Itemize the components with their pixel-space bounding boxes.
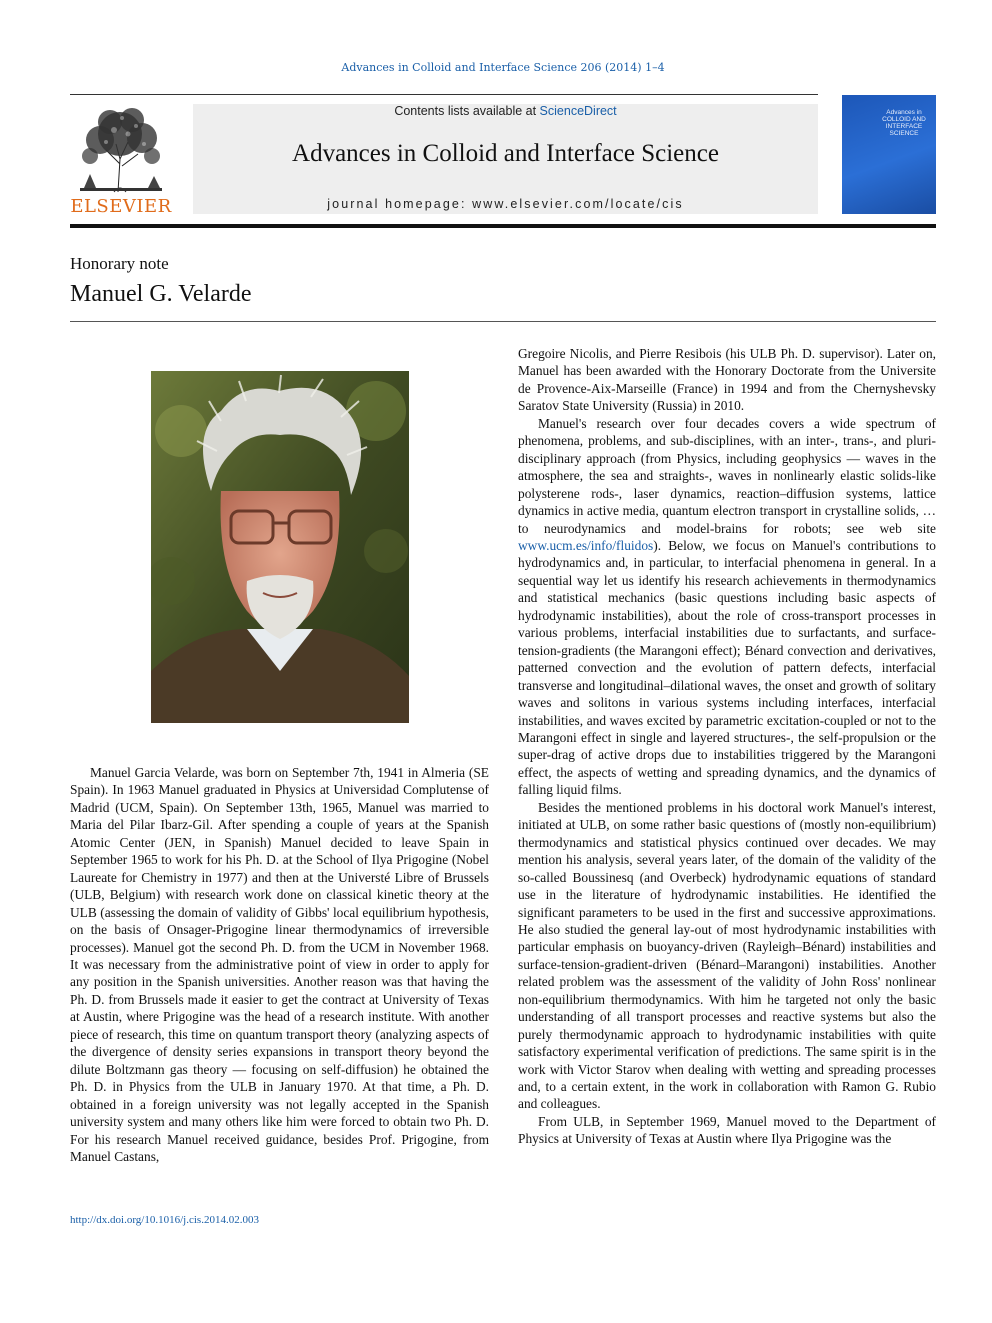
homepage-url[interactable]: www.elsevier.com/locate/cis bbox=[472, 197, 684, 211]
title-rule bbox=[70, 321, 936, 322]
paragraph-text: ). Below, we focus on Manuel's contributions to hydrodynamics and, in particular, to interfacial phenomena in general. In a sequential way let us identify his research achievements in thermodynamics and statistical mechanics (basic questions including basic aspects of hydrodynamic instabilities), about the role of cross-transport processes in various problems, interfacial instabilities due to surfactants, and surface-tension-gradients (the Marangoni effect); Bénard convection and derivatives, patterned convection and the evolution of pattern defects, interfacial transverse and longitudinal–dilational waves, the onset and growth of solitary waves and solitons in various systems including interfaces, interfacial instabilities, and waves excited by parametric excitation-coupled or not to the Marangoni effect in single and layered structures-, the self-propulsion or the super-drag of active drops due to instabilities triggered by the Marangoni effect, the aspects of wetting and spreading dynamics, and the dynamics of falling liquid films. bbox=[518, 537, 936, 798]
header-thick-rule bbox=[70, 224, 936, 228]
elsevier-wordmark: ELSEVIER bbox=[70, 196, 172, 217]
journal-homepage bbox=[193, 197, 818, 211]
fluidos-web-link[interactable]: www.ucm.es/info/fluidos bbox=[518, 537, 654, 553]
journal-citation[interactable]: Advances in Colloid and Interface Science 206 (2014) 1–4 bbox=[341, 61, 665, 74]
contents-line bbox=[193, 104, 818, 118]
journal-title: Advances in Colloid and Interface Science bbox=[292, 140, 719, 167]
journal-cover-thumbnail[interactable] bbox=[842, 95, 936, 214]
body-paragraph: From ULB, in September 1969, Manuel moved to the Department of Physics at University of Texas at Austin where Ilya Prigogine was the bbox=[518, 1113, 936, 1147]
body-column-left bbox=[70, 764, 489, 1165]
article-type: Honorary note bbox=[70, 254, 169, 273]
sciencedirect-link[interactable]: ScienceDirect bbox=[539, 104, 617, 118]
portrait-photo bbox=[151, 371, 409, 723]
doi-link[interactable]: http://dx.doi.org/10.1016/j.cis.2014.02.003 bbox=[70, 1214, 259, 1226]
body-paragraph: Gregoire Nicolis, and Pierre Resibois (his ULB Ph. D. supervisor). Later on, Manuel has been awarded with the Honorary Doctorate from the Universite de Provence-Aix-Marseille (France) in 1994 and from the Chernyshevsky Saratov State University (Russia) in 2010. bbox=[518, 346, 936, 414]
body-paragraph: Manuel Garcia Velarde, was born on September 7th, 1941 in Almeria (SE Spain). In 1963 Manuel graduated in Physics at Universidad Complutense of Madrid (UCM, Spain). On September 13th, 1965, Manuel was married to Maria del Pilar Ibarz-Gil. After spending a couple of years at the Spanish Atomic Center (JEN, in Spanish) Manuel decided to leave Spain in September 1965 to work for his Ph. D. at the School of Ilya Prigogine (Nobel Laureate for Chemistry in 1977) and then at the Universté Libre of Brussels (ULB, Belgium) with research work done on classical kinetic theory at the ULB (assessing the domain of validity of Gibbs' local equilibrium hypothesis, on the basis of Onsager-Prigogine linear thermodynamics of irreversible processes). Manuel got the second Ph. D. from the UCM in November 1968. It was necessary from the administrative point of view in order to apply for any position in the Spanish universities. Another reason was that having the Ph. D. from Brussels made it easier to get the contract at University of Texas at Austin, where Prigogine was the head of a research institute. With another piece of research, this time on quantum transport theory (analyzing aspects of the divergence of density series expansions in transport theory beyond the dilute Boltzmann gas theory — focusing on self-diffusion) he obtained the Ph. D. in Physics from the ULB in January 1970. At that time, a Ph. D. obtained in a foreign university was not legally accepted in the Spanish university system and many others like him were forced to obtain two Ph. D. For his research Manuel received guidance, besides Prof. Prigogine, from Manuel Castans, bbox=[70, 765, 489, 1164]
cover-title: Advances in COLLOID AND INTERFACE SCIENCE bbox=[882, 109, 926, 137]
body-paragraph bbox=[518, 415, 936, 799]
body-paragraph: Besides the mentioned problems in his doctoral work Manuel's interest, initiated at ULB, on some rather basic questions of (mostly non-equilibrium) thermodynamics and statistical physics continued over decades. We may mention his analysis, several years later, of the domain of the validity of the so-called Boussinesq (and Overbeck) hydrodynamic equations of standard use in the literature of hydrodynamic instabilities. He identified the significant parameters to be used in the first and successive approximations. He also studied the general lay-out of most hydrodynamic instabilities with particular emphasis on buoyancy-driven (Rayleigh–Bénard) instabilities and surface-tension-gradient-driven (Bénard–Marangoni) instabilities. Another related problem was the assessment of the validity of John Ross' nonlinear non-equilibrium thermodynamics. With him he targeted not only the basic understanding of all transport processes and reactive systems but also the purely thermodynamic approach to hydrodynamic instabilities with quite satisfactory experimental verification of predictions. The same spirit is in the work with Victor Starov when dealing with wetting and spreading processes and, to a certain extent, in the work in collaboration with Ramon G. Rubio and colleagues. bbox=[518, 799, 936, 1112]
header-rule bbox=[70, 94, 818, 95]
article-title: Manuel G. Velarde bbox=[70, 281, 252, 307]
paragraph-text: Manuel's research over four decades covers a wide spectrum of phenomena, problems, and sub-disciplines, with an inter-, trans-, and pluri-disciplinary approach (from Physics, including geophysics — waves in the atmosphere, the sea and straights-, waves in nonlinearly elastic solids-like polysterene rods-, laser dynamics, reaction–diffusion systems, lattice dynamics in active media, quantum electron transport in crystalline solids, … to neurodynamics and model-brains for robots; see web site bbox=[518, 415, 936, 536]
body-column-right bbox=[518, 345, 936, 1148]
contents-prefix: Contents lists available at bbox=[394, 104, 540, 118]
homepage-prefix: journal homepage: bbox=[327, 197, 473, 211]
